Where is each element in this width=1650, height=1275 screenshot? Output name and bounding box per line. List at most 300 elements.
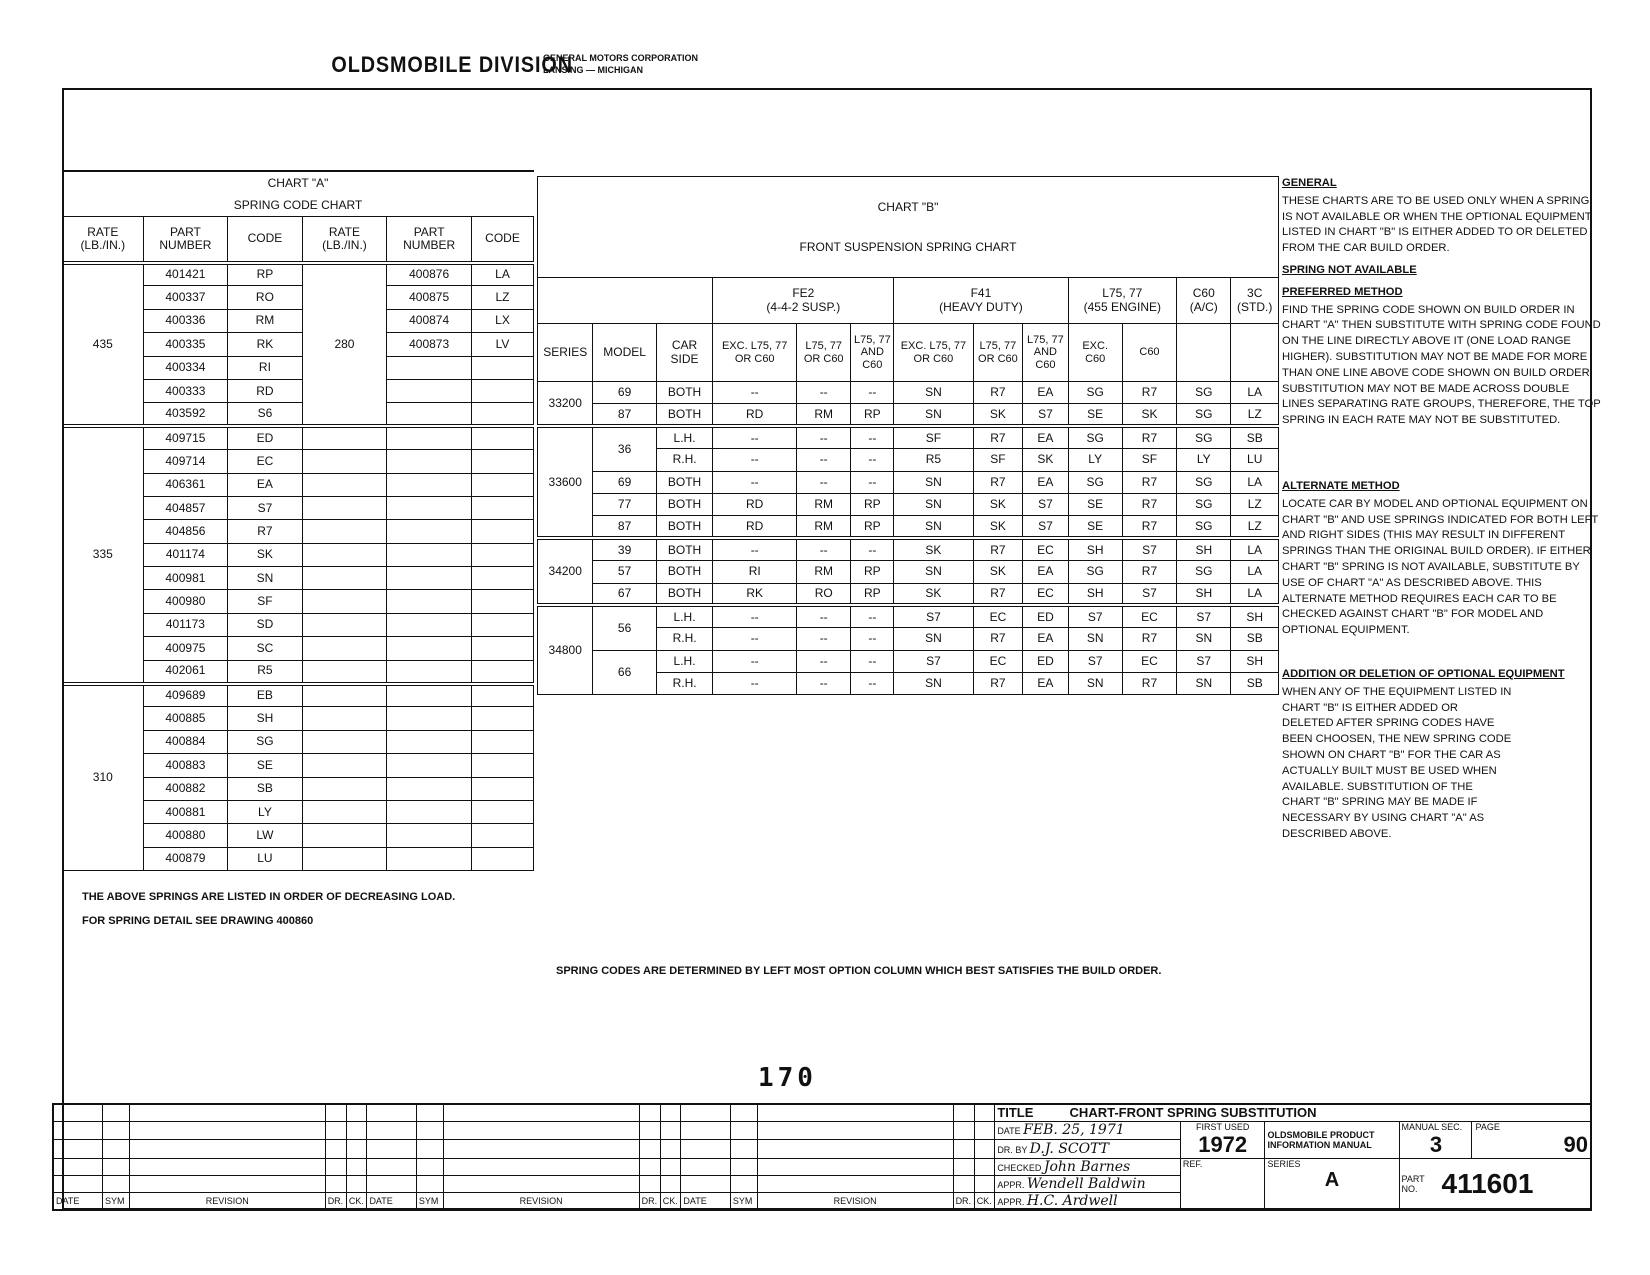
part-number-cell-right: 400876 [387,263,472,286]
part-number-cell-right [387,473,472,496]
appr-value-1: Wendell Baldwin [1026,1175,1146,1192]
part-number-cell-right [387,379,472,402]
spring-code-cell: R7 [973,583,1023,605]
model-cell: 39 [593,538,656,560]
preferred-heading: PREFERRED METHOD [1282,285,1403,298]
checked-value: John Barnes [1043,1158,1131,1175]
blank-cell [302,543,387,566]
rev-ck-2: CK. [660,1192,681,1210]
spring-code-cell: -- [797,471,851,493]
spring-code-cell: RM [797,493,851,515]
spring-code-cell: SG [1068,561,1122,583]
spring-code-cell: SK [894,538,973,560]
rev-dr-2: DR. [639,1192,660,1210]
code-cell-right [471,637,533,660]
spring-code-cell: SE [1068,516,1122,538]
spring-code-cell: LA [1231,382,1279,404]
spring-code-cell: SH [1231,605,1279,627]
part-number-cell: 401421 [143,263,228,286]
first-used-value: 1972 [1198,1131,1248,1157]
spring-code-cell: SG [1068,382,1122,404]
side-cell: BOTH [656,493,713,515]
code-cell-right [471,730,533,753]
spring-code-cell: -- [851,426,894,448]
part-number-cell: 402061 [143,660,228,683]
spring-code-cell: LA [1231,538,1279,560]
blank-cell [302,800,387,823]
spring-code-cell: -- [713,605,797,627]
blank-cell [302,847,387,870]
part-number-cell: 401173 [143,613,228,636]
rate-cell: 335 [63,426,144,683]
spring-code-cell: -- [797,382,851,404]
spring-code-cell: LY [1068,449,1122,471]
title-block [52,1103,1592,1211]
spring-code-cell: SF [894,426,973,448]
side-cell: BOTH [656,561,713,583]
spring-code-cell: EC [973,650,1023,672]
chart-a-note-1: THE ABOVE SPRINGS ARE LISTED IN ORDER OF DECREASING LOAD. [82,891,456,904]
code-cell-right [471,450,533,473]
code-cell: S7 [228,496,302,519]
spring-code-cell: SG [1177,382,1231,404]
page-value: 90 [1563,1131,1588,1157]
col-model: MODEL [593,324,656,382]
spring-code-cell: -- [851,538,894,560]
spring-code-cell: -- [851,650,894,672]
code-cell: EA [228,473,302,496]
dr-value: D.J. SCOTT [1029,1140,1109,1157]
rev-date-2: DATE [367,1192,416,1210]
chart-b-table [537,176,1279,695]
code-cell: S6 [228,403,302,426]
spring-code-cell: SN [894,561,973,583]
side-cell: BOTH [656,382,713,404]
general-text: THESE CHARTS ARE TO BE USED ONLY WHEN A SPRING IS NOT AVAILABLE OR WHEN THE OPTIONAL EQUIPMENT LISTED IN CHART "B" IS EITHER ADDED TO OR DELETED FROM THE CAR BUILD ORDER. [1282,194,1592,255]
side-cell: R.H. [656,673,713,695]
spring-code-cell: ED [1023,650,1068,672]
code-cell: EC [228,450,302,473]
side-cell: BOTH [656,471,713,493]
spring-code-cell: SB [1231,673,1279,695]
spring-code-cell: EC [1122,605,1176,627]
code-cell-right [471,473,533,496]
chart-b-footnote: SPRING CODES ARE DETERMINED BY LEFT MOST OPTION COLUMN WHICH BEST SATISFIES THE BUILD ORDER. [556,965,1162,977]
spring-code-cell: -- [797,673,851,695]
chart-b-row [538,426,1279,448]
spring-code-cell: SG [1177,426,1231,448]
first-used-label: FIRST USED [1196,1121,1250,1132]
spring-code-cell: RM [797,516,851,538]
part-number-cell-right [387,707,472,730]
spring-code-cell: SG [1068,426,1122,448]
chart-b-row [538,538,1279,560]
part-number-cell-right [387,520,472,543]
spring-code-cell: EA [1023,673,1068,695]
spring-code-cell: SK [973,516,1023,538]
part-number-cell: 400981 [143,567,228,590]
code-cell: SK [228,543,302,566]
spring-code-cell: R7 [1122,561,1176,583]
spring-code-cell: S7 [1023,516,1068,538]
part-number-cell: 400335 [143,333,228,356]
code-cell-right [471,520,533,543]
col-code-2: CODE [471,217,533,263]
part-number-cell: 400884 [143,730,228,753]
rev-revision-1: REVISION [129,1192,325,1210]
spring-code-cell: -- [851,449,894,471]
chart-a-table [62,216,534,871]
side-cell: BOTH [656,583,713,605]
code-cell: SH [228,707,302,730]
spring-code-cell: SG [1177,493,1231,515]
spring-code-cell: -- [713,673,797,695]
model-cell: 66 [593,650,656,695]
spring-code-cell: SH [1177,538,1231,560]
code-cell-right [471,824,533,847]
spring-code-cell: EA [1023,382,1068,404]
chart-b-row [538,516,1279,538]
side-cell: L.H. [656,426,713,448]
rev-sym-3: SYM [730,1192,757,1210]
part-number-cell-right [387,590,472,613]
addition-text: WHEN ANY OF THE EQUIPMENT LISTED IN CHART "B" IS EITHER ADDED OR DELETED AFTER SPRING CODES HAVE BEEN CHOOSEN, THE NEW SPRING CODE SHOWN ON CHART "B" FOR THE CAR AS ACTUALLY BUILT MUST BE USED WHEN AVAILABLE. SUBSTITUTION OF THE CHART "B" SPRING MAY BE MADE IF NECESSARY BY USING CHART "A" AS DESCRIBED ABOVE. [1282,685,1512,840]
part-number-cell-right [387,426,472,449]
spring-code-cell: -- [713,382,797,404]
spring-code-cell: S7 [1177,605,1231,627]
spring-code-cell: SF [1122,449,1176,471]
spring-code-cell: -- [713,426,797,448]
part-number-cell-right [387,356,472,379]
spring-code-cell: S7 [1122,583,1176,605]
spring-code-cell: SG [1177,404,1231,426]
rev-revision-3: REVISION [757,1192,953,1210]
code-cell: LU [228,847,302,870]
code-cell: LY [228,800,302,823]
spring-code-cell: -- [851,628,894,650]
rate-cell-right: 280 [302,263,387,427]
spring-code-cell: R7 [1122,493,1176,515]
series-cell: 33600 [538,426,593,538]
part-number-cell-right [387,637,472,660]
spring-code-cell: RD [713,404,797,426]
chart-b [537,176,1279,695]
series-value: A [1324,1168,1340,1191]
spring-code-cell: -- [713,471,797,493]
part-number-cell: 400333 [143,379,228,402]
spring-code-cell: LA [1231,471,1279,493]
part-number-cell-right: 400875 [387,286,472,309]
rev-date-3: DATE [681,1192,730,1210]
spring-code-cell: SK [973,561,1023,583]
part-number-cell: 400980 [143,590,228,613]
chart-b-row [538,493,1279,515]
header-title: OLDSMOBILE DIVISION [331,52,573,77]
notes-panel [1282,170,1602,845]
spring-code-cell: -- [851,605,894,627]
part-number-cell-right [387,684,472,707]
chart-b-row [538,605,1279,627]
blank-cell [302,473,387,496]
spring-code-cell: -- [851,471,894,493]
spring-code-cell: SN [894,471,973,493]
model-cell: 69 [593,382,656,404]
part-number-cell-right [387,403,472,426]
chart-b-title: CHART "B" [877,200,939,214]
not-available-heading: SPRING NOT AVAILABLE [1282,263,1417,276]
manual-line-1: OLDSMOBILE PRODUCT [1267,1129,1375,1140]
spring-code-cell: -- [797,426,851,448]
model-cell: 69 [593,471,656,493]
spring-code-cell: ED [1023,605,1068,627]
spring-code-cell: LZ [1231,404,1279,426]
spring-code-cell: SN [894,628,973,650]
spring-code-cell: -- [797,449,851,471]
spring-code-cell: LZ [1231,493,1279,515]
spring-code-cell: R7 [973,426,1023,448]
blank-cell [302,660,387,683]
part-number-cell: 400334 [143,356,228,379]
preferred-text: FIND THE SPRING CODE SHOWN ON BUILD ORDER IN CHART "A" THEN SUBSTITUTE WITH SPRING CODE FOUND ON THE LINE DIRECTLY ABOVE IT (ONE LOAD RANGE HIGHER). SUBSTITUTION MAY NOT BE MADE FOR MORE THAN ONE LINE ABOVE CODE SHOWN ON BUILD ORDER. SUBSTITUTION MAY NOT BE MADE ACROSS DOUBLE LINES SEPARATING RATE GROUPS, THEREFORE, THE TOP SPRING IN EACH RATE MAY NOT BE SUBSTITUTED. [1282,303,1601,427]
part-number-cell: 406361 [143,473,228,496]
part-number-cell-right [387,777,472,800]
spring-code-cell: EA [1023,561,1068,583]
code-cell-right: LX [471,309,533,332]
spring-code-cell: SN [1177,673,1231,695]
chart-a-subtitle: SPRING CODE CHART [233,198,363,212]
chart-a-title: CHART "A" [267,176,329,190]
rev-dr-3: DR. [953,1192,974,1210]
spring-code-cell: R7 [1122,628,1176,650]
appr-value-2: H.C. Ardwell [1026,1192,1118,1209]
spring-code-cell: SH [1177,583,1231,605]
part-number-cell: 400336 [143,309,228,332]
model-cell: 36 [593,426,656,471]
date-label: DATE [997,1126,1021,1137]
model-cell: 87 [593,516,656,538]
code-cell-right [471,543,533,566]
col-side: CAR SIDE [656,324,713,382]
spring-code-cell: RD [713,493,797,515]
spring-code-cell: S7 [1023,404,1068,426]
part-number-cell-right: 400873 [387,333,472,356]
col-rate: RATE (LB./IN.) [63,217,144,263]
code-cell-right [471,567,533,590]
series-cell: 34200 [538,538,593,605]
series-cell: 34800 [538,605,593,695]
code-cell-right [471,379,533,402]
spring-code-cell: SH [1068,538,1122,560]
code-cell-right [471,356,533,379]
part-number-cell-right: 400874 [387,309,472,332]
spring-code-cell: LU [1231,449,1279,471]
blank-cell [302,637,387,660]
spring-code-cell: S7 [1177,650,1231,672]
spring-code-cell: EC [1023,583,1068,605]
blank-cell [302,824,387,847]
spring-code-cell: -- [851,673,894,695]
group-l75: L75, 77 (455 ENGINE) [1068,278,1177,324]
general-heading: GENERAL [1282,177,1337,189]
spring-code-cell: RM [797,561,851,583]
sub-fe2-and: L75, 77 AND C60 [851,324,894,382]
page-label: PAGE [1475,1121,1500,1132]
chart-a-row [63,426,534,449]
col-rate-2: RATE (LB./IN.) [302,217,387,263]
blank-cell [302,613,387,636]
part-number-cell-right [387,754,472,777]
part-number-cell-right [387,567,472,590]
part-number-cell-right [387,730,472,753]
spring-code-cell: EC [1023,538,1068,560]
spring-code-cell: SH [1231,650,1279,672]
col-part-2: PART NUMBER [387,217,472,263]
spring-code-cell: R7 [973,471,1023,493]
chart-a-row [63,263,534,286]
spring-code-cell: -- [713,449,797,471]
blank-cell [302,754,387,777]
spring-code-cell: -- [713,628,797,650]
page-number: 170 [758,1063,817,1093]
chart-a-row [63,684,534,707]
spring-code-cell: SN [894,404,973,426]
spring-code-cell: R7 [1122,471,1176,493]
spring-code-cell: S7 [1122,538,1176,560]
code-cell: RD [228,379,302,402]
corp-line-1: GENERAL MOTORS CORPORATION [543,53,699,63]
ref-label: REF. [1180,1158,1265,1210]
code-cell-right [471,684,533,707]
spring-code-cell: RO [797,583,851,605]
code-cell: SC [228,637,302,660]
sub-f41-and: L75, 77 AND C60 [1023,324,1068,382]
appr-label-2: APPR. [997,1196,1025,1207]
spring-code-cell: -- [713,650,797,672]
spring-code-cell: EC [1122,650,1176,672]
part-number-cell-right [387,543,472,566]
side-cell: R.H. [656,449,713,471]
spring-code-cell: S7 [1023,493,1068,515]
spring-code-cell: SE [1068,493,1122,515]
col-series: SERIES [538,324,593,382]
spring-code-cell: RP [851,516,894,538]
rate-cell: 310 [63,684,144,871]
title-value: CHART-FRONT SPRING SUBSTITUTION [1069,1105,1317,1121]
part-value: 411601 [1441,1167,1534,1199]
part-number-cell: 400882 [143,777,228,800]
spring-code-cell: SB [1231,426,1279,448]
code-cell-right [471,754,533,777]
code-cell: EB [228,684,302,707]
model-cell: 56 [593,605,656,650]
spring-code-cell: LA [1231,561,1279,583]
model-cell: 67 [593,583,656,605]
code-cell: RM [228,309,302,332]
side-cell: L.H. [656,650,713,672]
blank-cell [302,520,387,543]
col-code: CODE [228,217,302,263]
rate-cell: 435 [63,263,144,427]
spring-code-cell: SG [1177,471,1231,493]
spring-code-cell: SN [894,516,973,538]
chart-a [62,170,534,927]
group-f41: F41 (HEAVY DUTY) [894,278,1068,324]
part-number-cell-right [387,847,472,870]
sub-fe2-exc: EXC. L75, 77 OR C60 [713,324,797,382]
spring-code-cell: SK [1122,404,1176,426]
code-cell: RI [228,356,302,379]
spring-code-cell: SG [1068,471,1122,493]
blank-cell [302,426,387,449]
code-cell: SD [228,613,302,636]
appr-label-1: APPR. [997,1179,1025,1190]
part-number-cell: 409715 [143,426,228,449]
blank-cell [302,707,387,730]
spring-code-cell: S7 [1068,650,1122,672]
spring-code-cell: SK [1023,449,1068,471]
code-cell-right [471,660,533,683]
sub-fe2-or: L75, 77 OR C60 [797,324,851,382]
date-value: FEB. 25, 1971 [1023,1122,1125,1139]
chart-b-row [538,471,1279,493]
blank-cell [302,730,387,753]
code-cell: SB [228,777,302,800]
spring-code-cell: SN [894,673,973,695]
manual-sec-value: 3 [1429,1131,1443,1157]
rev-revision-2: REVISION [443,1192,639,1210]
blank-cell [302,777,387,800]
spring-code-cell: EA [1023,471,1068,493]
code-cell-right: LZ [471,286,533,309]
spring-code-cell: -- [713,538,797,560]
sub-f41-exc: EXC. L75, 77 OR C60 [894,324,973,382]
col-3c: 3C (STD.) [1231,278,1279,324]
code-cell: SG [228,730,302,753]
spring-code-cell: R7 [973,628,1023,650]
header-corp [543,52,698,76]
side-cell: BOTH [656,404,713,426]
spring-code-cell: LZ [1231,516,1279,538]
spring-code-cell: -- [797,628,851,650]
blank-cell [302,684,387,707]
code-cell-right [471,707,533,730]
part-number-cell-right [387,800,472,823]
model-cell: 77 [593,493,656,515]
spring-code-cell: SN [1177,628,1231,650]
spring-code-cell: EA [1023,628,1068,650]
code-cell: R7 [228,520,302,543]
code-cell: SN [228,567,302,590]
model-cell: 87 [593,404,656,426]
chart-b-row [538,382,1279,404]
spring-code-cell: SG [1177,516,1231,538]
spring-code-cell: R5 [894,449,973,471]
alternate-text: LOCATE CAR BY MODEL AND OPTIONAL EQUIPMENT ON CHART "B" AND USE SPRINGS INDICATED FOR BOTH LEFT AND RIGHT SIDES (THIS MAY RESULT IN DIFFERENT SPRINGS THAN THE ORIGINAL BUILD ORDER). IF EITHER CHART "B" SPRING IS NOT AVAILABLE, SUBSTITUTE BY USE OF CHART "A" AS DESCRIBED ABOVE. THIS ALTERNATE METHOD REQUIRES EACH CAR TO BE CHECKED AGAINST CHART "B" FOR MODEL AND OPTIONAL EQUIPMENT. [1282,497,1599,637]
spring-code-cell: R7 [1122,382,1176,404]
rev-dr-1: DR. [325,1192,346,1210]
code-cell: SE [228,754,302,777]
part-number-cell-right [387,660,472,683]
spring-code-cell: RP [851,493,894,515]
group-fe2: FE2 (4-4-2 SUSP.) [713,278,894,324]
part-number-cell-right [387,450,472,473]
addition-heading: ADDITION OR DELETION OF OPTIONAL EQUIPMENT [1282,667,1565,680]
blank-cell [302,450,387,473]
side-cell: BOTH [656,538,713,560]
manual-line-2: INFORMATION MANUAL [1267,1139,1372,1150]
part-number-cell: 400337 [143,286,228,309]
code-cell-right [471,847,533,870]
